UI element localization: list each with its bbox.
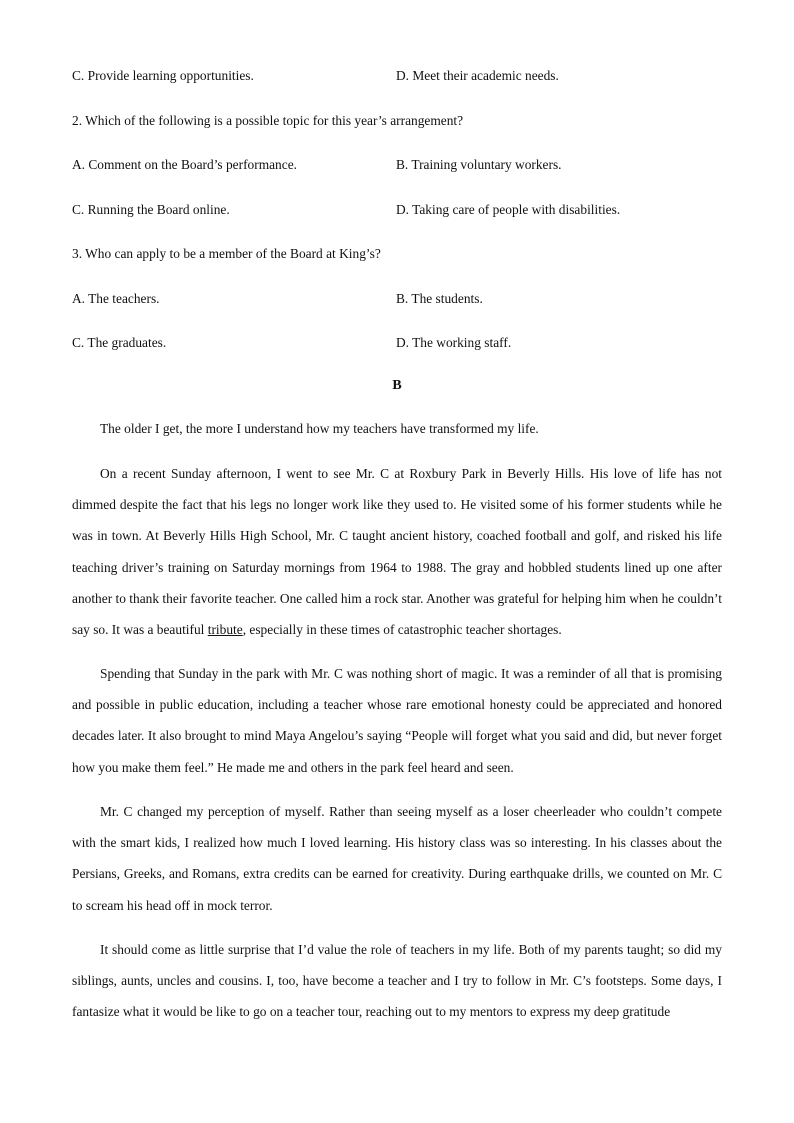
question-2: 2. Which of the following is a possible topic for this year’s arrangement? [72,113,464,128]
paragraph-5: It should come as little surprise that I’d value the role of teachers in my life. Both of my parents taught; so did my siblings, aunts, uncles and cousins. I, too, have become a teacher and I try to follow in Mr. C’s footsteps. Some days, I fantasize what it would be like to go on a teacher tour, reaching out to my mentors to express my deep gratitude [72,942,722,1020]
q3-option-c: C. The graduates. [72,335,167,350]
q2-option-c: C. Running the Board online. [72,202,230,217]
q1-option-d: D. Meet their academic needs. [396,68,559,83]
paragraph-2-text-end: , especially in these times of catastrophic teacher shortages. [242,622,562,638]
q3-option-d: D. The working staff. [396,335,512,350]
q2-options-row-cd [72,202,732,222]
q3-option-b: B. The students. [396,291,483,306]
q3-option-a: A. The teachers. [72,291,160,306]
q2-options-row-ab [72,157,732,177]
paragraph-3: Spending that Sunday in the park with Mr. C was nothing short of magic. It was a reminder of all that is promising and possible in public education, including a teacher whose rare emotional honesty could be appreciated and honored decades later. It also brought to mind Maya Angelou’s saying “People will forget what you said and did, but never forget how you make them feel.” He made me and others in the park feel heard and seen. [72,666,722,775]
question-3: 3. Who can apply to be a member of the Board at King’s? [72,246,381,261]
paragraph-4: Mr. C changed my perception of myself. Rather than seeing myself as a loser cheerleader who couldn’t compete with the smart kids, I realized how much I loved learning. His history class was so interesting. In his classes about the Persians, Greeks, and Romans, extra credits can be earned for creativity. During earthquake drills, we counted on Mr. C to scream his head off in mock terror. [72,804,722,913]
q2-option-a: A. Comment on the Board’s performance. [72,157,297,172]
q2-option-d: D. Taking care of people with disabilities. [396,202,621,217]
underlined-word-tribute: tribute [207,622,243,638]
section-b-title: B [392,378,402,393]
paragraph-2 [72,458,722,645]
paragraph-1: The older I get, the more I understand how my teachers have transformed my life. [100,421,539,436]
q1-option-c: C. Provide learning opportunities. [72,68,254,83]
q1-options-row-cd [72,68,732,88]
q3-options-row-ab [72,291,732,311]
paragraph-2-text-start: On a recent Sunday afternoon, I went to see Mr. C at Roxbury Park in Beverly Hills. His love of life has not dimmed despite the fact that his legs no longer work like they used to. He visited some of his former students while he was in town. At Beverly Hills High School, Mr. C taught ancient history, coached football and golf, and risked his life teaching driver’s training on Saturday mornings from 1964 to 1988. The gray and hobbled students lined up one after another to thank their favorite teacher. One called him a rock star. Another was grateful for helping him when he couldn’t say so. It was a beautiful [72,466,722,638]
q3-options-row-cd [72,335,732,355]
q2-option-b: B. Training voluntary workers. [396,157,562,172]
